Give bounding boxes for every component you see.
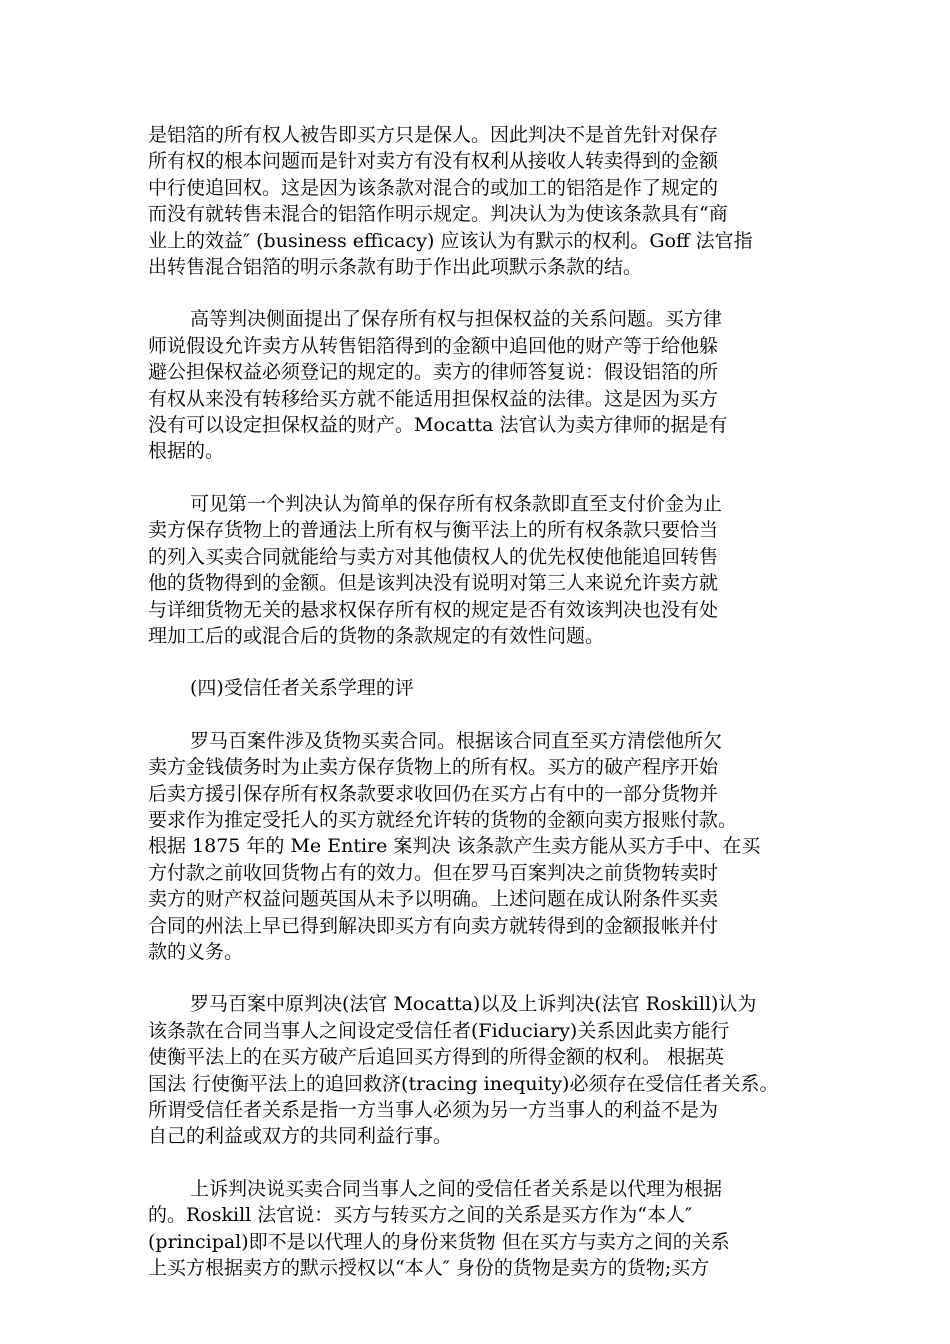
text-line: 后卖方援引保存所有权条款要求收回仍在买方占有中的一部分货物并 — [148, 782, 719, 805]
text-line: 的列入买卖合同就能给与卖方对其他债权人的优先权使他能追回转售 — [148, 545, 719, 568]
text-line: 上买方根据卖方的默示授权以“本人″ 身份的货物是卖方的货物;买方 — [148, 1257, 710, 1280]
document-page — [148, 122, 808, 1307]
text-line: 所谓受信任者关系是指一方当事人必须为另一方当事人的利益不是为 — [148, 1099, 719, 1121]
text-line: 避公担保权益必须登记的规定的。卖方的律师答复说：假设铝箔的所 — [148, 361, 719, 384]
paragraph-5 — [148, 991, 808, 1149]
paragraph-4 — [148, 728, 808, 966]
text-line: 是铝箔的所有权人被告即买方只是保人。因此判决不是首先针对保存 — [148, 124, 719, 146]
text-line: 卖方的财产权益问题英国从未予以明确。上述问题在成认附条件买卖 — [148, 888, 719, 911]
text-line: 与详细货物无关的悬求权保存所有权的规定是否有效该判决也没有处 — [148, 598, 719, 621]
text-line: 卖方金钱债务时为止卖方保存货物上的所有权。买方的破产程序开始 — [148, 756, 719, 779]
text-line: 合同的州法上早已得到解决即买方有向卖方就转得到的金额报帐并付 — [148, 914, 719, 937]
text-line: 可见第一个判决认为简单的保存所有权条款即直至支付价金为止 — [190, 492, 723, 515]
text-line: 中行使追回权。这是因为该条款对混合的或加工的铝箔是作了规定的 — [148, 176, 719, 199]
text-line: 业上的效益″ (business efficacy) 应该认为有默示的权利。Goff 法官指 — [148, 229, 753, 252]
text-line: 罗马百案件涉及货物买卖合同。根据该合同直至买方清偿他所欠 — [190, 729, 723, 752]
text-line: 罗马百案中原判决(法官 Mocatta)以及上诉判决(法官 Roskill)认为 — [190, 993, 757, 1016]
text-line: 款的义务。 — [148, 940, 244, 963]
text-line: 所有权的根本问题而是针对卖方有没有权利从接收人转卖得到的金额 — [148, 150, 719, 173]
text-line: 根据的。 — [148, 440, 225, 463]
text-line: 方付款之前收回货物占有的效力。但在罗马百案判决之前货物转卖时 — [148, 861, 719, 884]
text-line: 自己的利益或双方的共同利益行事。 — [148, 1125, 453, 1148]
text-line: 根据 1875 年的 Me Entire 案判决 该条款产生卖方能从买方手中、在买 — [148, 835, 761, 858]
text-line: 上诉判决说买卖合同当事人之间的受信任者关系是以代理为根据 — [190, 1177, 723, 1200]
text-line: 高等判决侧面提出了保存所有权与担保权益的关系问题。买方律 — [190, 308, 723, 331]
text-line: 有权从来没有转移给买方就不能适用担保权益的法律。这是因为买方 — [148, 387, 719, 410]
text-line: (principal)即不是以代理人的身份来货物 但在买方与卖方之间的关系 — [148, 1230, 730, 1253]
text-line: 他的货物得到的金额。但是该判决没有说明对第三人来说允许卖方就 — [148, 572, 719, 595]
text-line: 理加工后的或混合后的货物的条款规定的有效性问题。 — [148, 624, 605, 647]
section-heading — [148, 675, 808, 701]
text-line: 师说假设允许卖方从转售铝箔得到的金额中追回他的财产等于给他躲 — [148, 334, 719, 357]
text-line: 使衡平法上的在买方破产后追回买方得到的所得金额的权利。 根据英 — [148, 1046, 725, 1069]
section-heading-text: (四)受信任者关系学理的评 — [190, 677, 414, 700]
text-line: 出转售混合铝箔的明示条款有助于作出此项默示条款的结。 — [148, 256, 643, 279]
text-line: 要求作为推定受托人的买方就经允许转的货物的金额向卖方报账付款。 — [148, 808, 738, 831]
paragraph-2 — [148, 306, 808, 464]
text-line: 的。Roskill 法官说：买方与转买方之间的关系是买方作为“本人″ — [148, 1204, 693, 1227]
text-line: 没有可以设定担保权益的财产。Mocatta 法官认为卖方律师的据是有 — [148, 414, 728, 437]
paragraph-6 — [148, 1176, 808, 1282]
text-line: 卖方保存货物上的普通法上所有权与衡平法上的所有权条款只要恰当 — [148, 519, 719, 542]
text-line: 国法 行使衡平法上的追回救济(tracing inequity)必须存在受信任者关系。 — [148, 1072, 779, 1095]
paragraph-1 — [148, 122, 808, 280]
text-line: 该条款在合同当事人之间设定受信任者(Fiduciary)关系因此卖方能行 — [148, 1019, 730, 1042]
text-line: 而没有就转售未混合的铝箔作明示规定。判决认为为使该条款具有“商 — [148, 203, 728, 226]
paragraph-3 — [148, 491, 808, 649]
